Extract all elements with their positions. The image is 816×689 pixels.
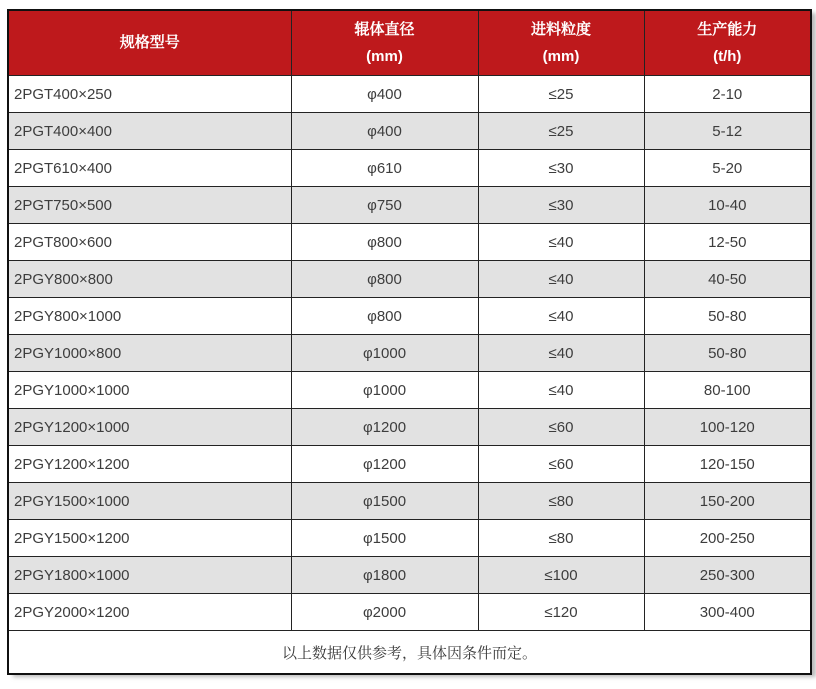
cell-diameter: φ1500 [291,520,478,557]
cell-model: 2PGY1800×1000 [8,557,291,594]
cell-model: 2PGY800×800 [8,261,291,298]
cell-diameter: φ1200 [291,409,478,446]
cell-feed-size: ≤40 [478,335,644,372]
table-row [8,335,811,372]
header-label: 生产能力 [697,20,758,38]
cell-model: 2PGT610×400 [8,150,291,187]
table-row [8,224,811,261]
cell-capacity: 50-80 [644,298,811,335]
cell-capacity: 5-12 [644,113,811,150]
product-spec-table [7,9,812,675]
col-header-roller-diameter [291,10,478,76]
cell-diameter: φ400 [291,113,478,150]
cell-diameter: φ400 [291,76,478,113]
table-row [8,557,811,594]
cell-diameter: φ1500 [291,483,478,520]
cell-capacity: 120-150 [644,446,811,483]
cell-diameter: φ800 [291,298,478,335]
table-row [8,520,811,557]
cell-model: 2PGY1500×1000 [8,483,291,520]
cell-feed-size: ≤60 [478,446,644,483]
header-unit: (mm) [542,47,580,65]
cell-feed-size: ≤40 [478,372,644,409]
cell-capacity: 250-300 [644,557,811,594]
cell-feed-size: ≤40 [478,224,644,261]
table-row [8,372,811,409]
cell-feed-size: ≤120 [478,594,644,631]
cell-diameter: φ750 [291,187,478,224]
cell-model: 2PGT400×400 [8,113,291,150]
col-header-spec-model [8,10,291,76]
table-row [8,150,811,187]
col-header-capacity [644,10,811,76]
table-row [8,298,811,335]
header-label: 辊体直径 [354,20,415,38]
table-row [8,483,811,520]
cell-model: 2PGY1200×1000 [8,409,291,446]
cell-capacity: 100-120 [644,409,811,446]
cell-capacity: 150-200 [644,483,811,520]
cell-feed-size: ≤60 [478,409,644,446]
header-unit: (t/h) [713,47,742,65]
cell-model: 2PGY1200×1200 [8,446,291,483]
table-row [8,409,811,446]
cell-model: 2PGY800×1000 [8,298,291,335]
cell-diameter: φ1200 [291,446,478,483]
cell-capacity: 300-400 [644,594,811,631]
cell-model: 2PGY1500×1200 [8,520,291,557]
cell-diameter: φ1000 [291,372,478,409]
cell-diameter: φ1000 [291,335,478,372]
table-row [8,261,811,298]
cell-capacity: 50-80 [644,335,811,372]
table-row [8,446,811,483]
cell-feed-size: ≤40 [478,298,644,335]
cell-diameter: φ610 [291,150,478,187]
cell-feed-size: ≤30 [478,187,644,224]
footnote: 以上数据仅供参考，具体因条件而定。 [8,631,811,675]
table-row [8,113,811,150]
cell-model: 2PGT400×250 [8,76,291,113]
cell-capacity: 2-10 [644,76,811,113]
table-row [8,76,811,113]
cell-model: 2PGY1000×1000 [8,372,291,409]
footnote-row [8,631,811,675]
cell-feed-size: ≤100 [478,557,644,594]
cell-diameter: φ2000 [291,594,478,631]
cell-capacity: 10-40 [644,187,811,224]
cell-feed-size: ≤40 [478,261,644,298]
cell-feed-size: ≤25 [478,76,644,113]
cell-feed-size: ≤80 [478,483,644,520]
cell-model: 2PGT750×500 [8,187,291,224]
cell-capacity: 5-20 [644,150,811,187]
header-row [8,10,811,76]
col-header-feed-size [478,10,644,76]
cell-model: 2PGY1000×800 [8,335,291,372]
cell-model: 2PGT800×600 [8,224,291,261]
cell-diameter: φ1800 [291,557,478,594]
header-unit: (mm) [366,47,403,65]
cell-diameter: φ800 [291,261,478,298]
table-row [8,594,811,631]
cell-feed-size: ≤80 [478,520,644,557]
cell-feed-size: ≤30 [478,150,644,187]
cell-capacity: 12-50 [644,224,811,261]
cell-capacity: 40-50 [644,261,811,298]
table-row [8,187,811,224]
header-label: 规格型号 [119,34,180,51]
cell-capacity: 80-100 [644,372,811,409]
cell-capacity: 200-250 [644,520,811,557]
cell-diameter: φ800 [291,224,478,261]
cell-feed-size: ≤25 [478,113,644,150]
cell-model: 2PGY2000×1200 [8,594,291,631]
header-label: 进料粒度 [530,20,591,38]
